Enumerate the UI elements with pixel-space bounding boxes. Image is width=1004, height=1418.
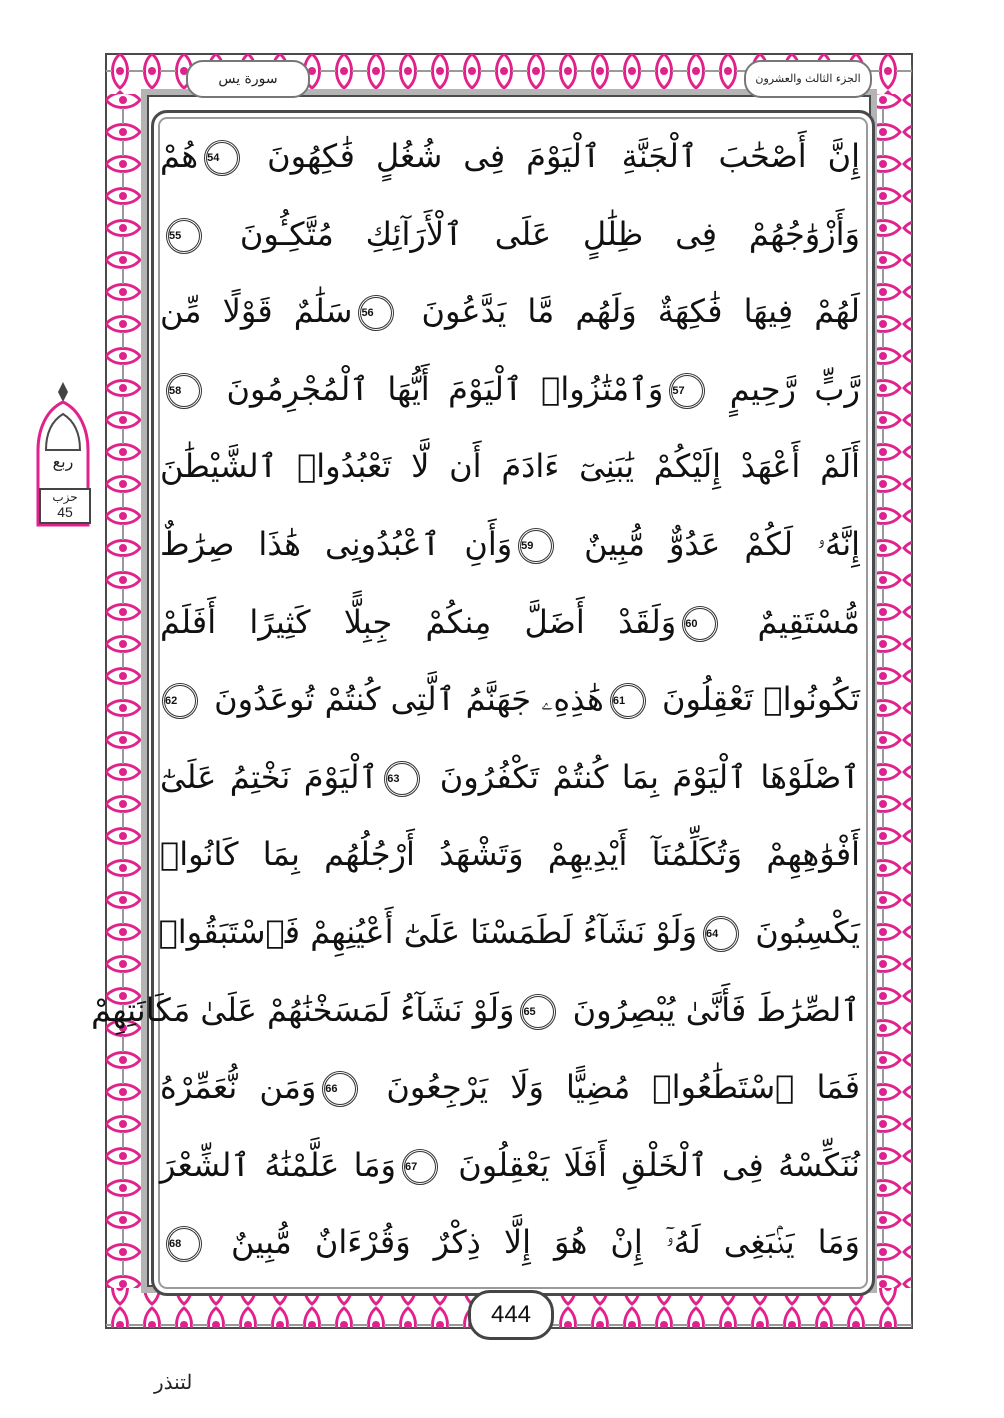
- verse-text: إِنَّهُۥ لَكُمْ عَدُوٌّ مُّبِينٌ: [560, 524, 860, 563]
- text-line: [160, 196, 860, 274]
- ayah-number-marker: 60: [682, 606, 718, 642]
- text-line: [160, 118, 860, 196]
- verse-text: ٱلصِّرَٰطَ فَأَنَّىٰ يُبْصِرُونَ: [562, 990, 860, 1029]
- juz-label: الجزء الثالث والعشرون: [744, 60, 872, 98]
- verse-text: مُّسْتَقِيمٌ: [724, 602, 861, 641]
- page-number: 444: [468, 1290, 554, 1340]
- ayah-number-marker: 63: [384, 761, 420, 797]
- catchword: لتنذر: [154, 1370, 193, 1394]
- text-line: [160, 816, 860, 894]
- verse-text: وَأَزْوَٰجُهُمْ فِى ظِلَٰلٍ عَلَى ٱلْأَرَآئِكِ مُتَّكِـُٔونَ: [208, 214, 860, 253]
- ayah-number-marker: 59: [518, 528, 554, 564]
- verse-text: رَّبٍّ رَّحِيمٍ: [711, 369, 861, 408]
- hizb-box: [39, 488, 91, 524]
- text-line: [160, 1127, 860, 1205]
- verse-text: وَأَنِ ٱعْبُدُونِى هَٰذَا صِرَٰطٌ: [160, 524, 513, 563]
- text-line: [160, 506, 860, 584]
- ayah-number-marker: 61: [610, 683, 646, 719]
- verse-text: هُمْ: [160, 137, 199, 175]
- verse-text: فَمَا ٱسْتَطَٰعُوا۟ مُضِيًّا وَلَا يَرْجِعُونَ: [364, 1068, 861, 1107]
- ayah-number-marker: 65: [520, 994, 556, 1030]
- text-line: [160, 428, 860, 506]
- ayah-number-marker: 54: [204, 140, 240, 176]
- ayah-number-marker: 68: [166, 1226, 202, 1262]
- text-line: [160, 1204, 860, 1282]
- verse-text: ٱلْيَوْمَ نَخْتِمُ عَلَىٰٓ: [160, 757, 379, 796]
- verse-text: لَهُمْ فِيهَا فَٰكِهَةٌ وَلَهُم مَّا يَدَّعُونَ: [400, 292, 860, 331]
- ayah-number-marker: 64: [703, 916, 739, 952]
- verse-text: وَمَا يَنۢبَغِى لَهُۥٓ إِنْ هُوَ إِلَّا ذِكْرٌ وَقُرْءَانٌ مُّبِينٌ: [208, 1223, 860, 1262]
- verse-text: سَلَٰمٌ قَوْلًا مِّن: [160, 292, 353, 331]
- verse-text: وَلَوْ نَشَآءُ لَطَمَسْنَا عَلَىٰٓ أَعْيُنِهِمْ فَٱسْتَبَقُوا۟: [158, 912, 698, 951]
- text-line: [160, 661, 860, 739]
- verse-text: وَمَن نُّعَمِّرْهُ: [160, 1068, 317, 1107]
- text-line: [160, 351, 860, 429]
- ayah-number-marker: 58: [166, 373, 202, 409]
- surah-label: سورة يس: [186, 60, 310, 98]
- verse-text: تَكُونُوا۟ تَعْقِلُونَ: [651, 680, 860, 719]
- ayah-number-marker: 66: [322, 1071, 358, 1107]
- hizb-number: 45: [57, 504, 73, 520]
- verse-text: إِنَّ أَصْحَٰبَ ٱلْجَنَّةِ ٱلْيَوْمَ فِى شُغُلٍ فَٰكِهُونَ: [246, 137, 860, 175]
- text-line: [160, 273, 860, 351]
- verse-text: هَٰذِهِۦ جَهَنَّمُ ٱلَّتِى كُنتُمْ تُوعَدُونَ: [203, 680, 604, 719]
- ayah-number-marker: 67: [402, 1149, 438, 1185]
- verse-text: أَلَمْ أَعْهَدْ إِلَيْكُمْ يَٰبَنِىٓ ءَادَمَ أَن لَّا تَعْبُدُوا۟ ٱلشَّيْطَٰنَ: [160, 447, 860, 486]
- verse-text: وَٱمْتَٰزُوا۟ ٱلْيَوْمَ أَيُّهَا ٱلْمُجْرِمُونَ: [208, 369, 664, 408]
- hizb-word: حزب: [52, 490, 78, 504]
- text-line: [160, 739, 860, 817]
- ayah-number-marker: 57: [669, 373, 705, 409]
- ayah-number-marker: 56: [358, 295, 394, 331]
- text-line: [91, 972, 860, 1050]
- text-line: [160, 894, 860, 972]
- verse-text: أَفْوَٰهِهِمْ وَتُكَلِّمُنَآ أَيْدِيهِمْ وَتَشْهَدُ أَرْجُلُهُم بِمَا كَانُوا۟: [160, 835, 860, 874]
- ayah-number-marker: 55: [166, 218, 202, 254]
- verse-text: وَمَا عَلَّمْنَٰهُ ٱلشِّعْرَ: [160, 1145, 396, 1184]
- text-line: [160, 584, 860, 662]
- verse-text: وَلَقَدْ أَضَلَّ مِنكُمْ جِبِلًّا كَثِيرًا أَفَلَمْ: [160, 602, 677, 641]
- verse-text: نُنَكِّسْهُ فِى ٱلْخَلْقِ أَفَلَا يَعْقِلُونَ: [443, 1145, 861, 1184]
- rub-label: ربع: [52, 452, 74, 471]
- verse-text: ٱصْلَوْهَا ٱلْيَوْمَ بِمَا كُنتُمْ تَكْفُرُونَ: [426, 757, 861, 796]
- verse-text: وَلَوْ نَشَآءُ لَمَسَخْنَٰهُمْ عَلَىٰ مَكَانَتِهِمْ: [91, 990, 515, 1029]
- ayah-number-marker: 62: [162, 683, 198, 719]
- quran-text: [91, 118, 861, 1282]
- verse-text: يَكْسِبُونَ: [745, 912, 860, 951]
- text-line: [160, 1049, 860, 1127]
